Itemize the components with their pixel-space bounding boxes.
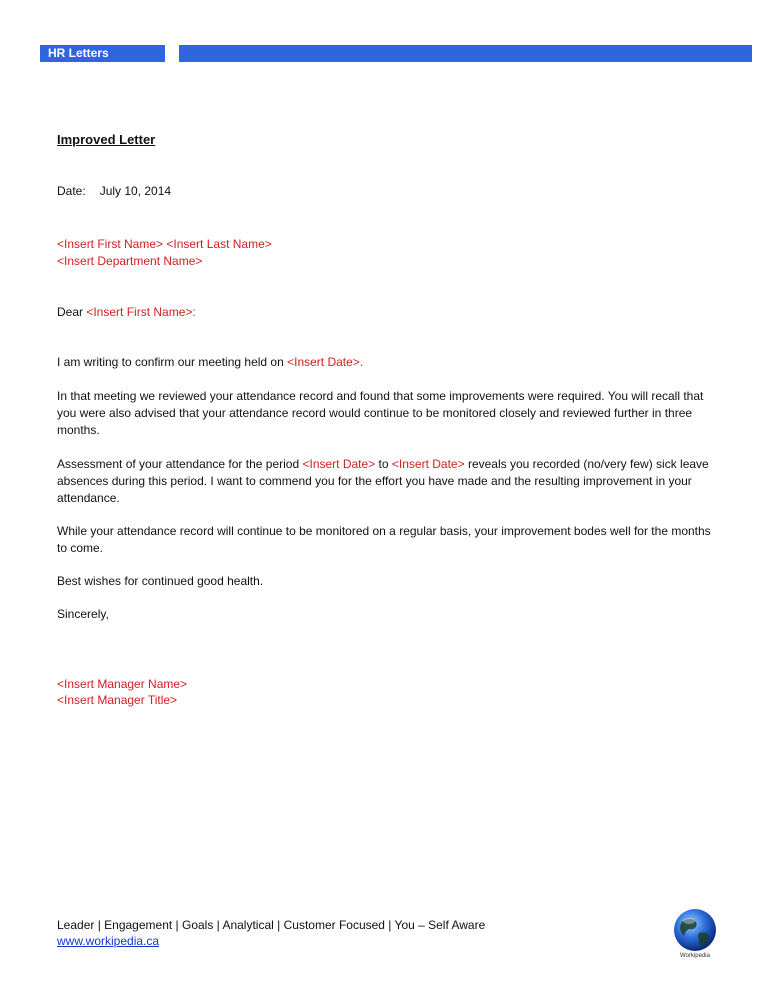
- p1-placeholder: <Insert Date>.: [287, 355, 364, 369]
- p3-date1: <Insert Date>: [302, 457, 376, 471]
- p3-date2: <Insert Date>: [391, 457, 465, 471]
- p3-c: reveals you recorded (no/very few) sick leave absences during this period. I want to commend you for the effort you have made and the resulting improvement in your attendance.: [57, 457, 709, 505]
- p3-b: to: [375, 457, 392, 471]
- paragraph-2: In that meeting we reviewed your attendance record and found that some improvements were required. You will recall that you were also advised that your attendance record would continue to be monitored closely and reviewed further in three months.: [57, 389, 704, 437]
- date-label: Date:: [57, 184, 86, 198]
- closing: Sincerely,: [57, 607, 109, 621]
- salutation: [57, 305, 196, 319]
- recipient-department: <Insert Department Name>: [57, 254, 203, 268]
- footer-link[interactable]: www.workipedia.ca: [57, 934, 160, 948]
- salutation-prefix: Dear: [57, 305, 87, 319]
- p3-a: Assessment of your attendance for the period: [57, 457, 303, 471]
- footer-tagline: Leader | Engagement | Goals | Analytical | Customer Focused | You – Self Aware: [57, 918, 486, 932]
- logo-caption: Workipedia: [680, 953, 710, 959]
- recipient-name: <Insert First Name> <Insert Last Name>: [57, 237, 272, 251]
- manager-title: <Insert Manager Title>: [57, 693, 178, 707]
- salutation-placeholder: <Insert First Name>:: [86, 305, 196, 319]
- letter-title: Improved Letter: [57, 132, 156, 147]
- manager-name: <Insert Manager Name>: [57, 677, 188, 691]
- header-bar: [179, 45, 752, 62]
- paragraph-4: While your attendance record will continue to be monitored on a regular basis, your improvement bodes well for the months to come.: [57, 524, 711, 555]
- p1-text: I am writing to confirm our meeting held on: [57, 355, 288, 369]
- paragraph-1: [57, 354, 722, 371]
- date-value: July 10, 2014: [99, 184, 172, 198]
- letter-date: [57, 184, 171, 198]
- paragraph-3: [57, 456, 722, 507]
- header-tab: HR Letters: [40, 45, 165, 62]
- paragraph-5: Best wishes for continued good health.: [57, 574, 264, 588]
